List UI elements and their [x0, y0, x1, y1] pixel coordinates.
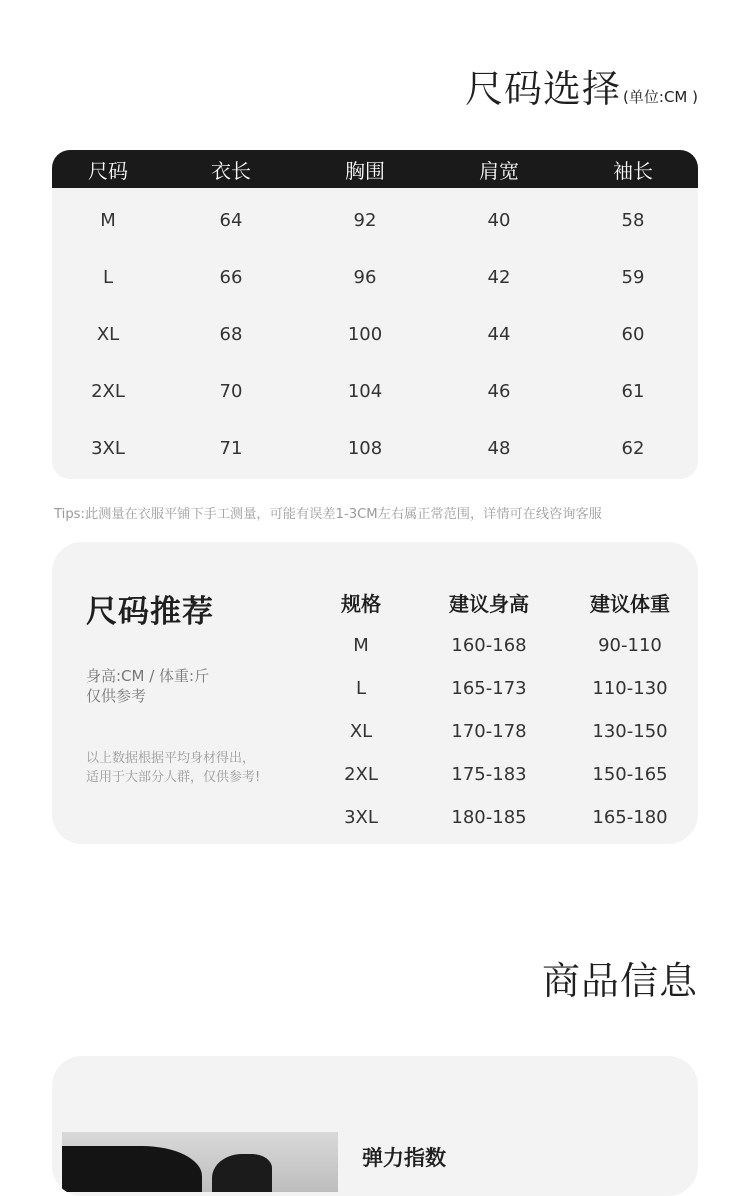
table-cell: 3XL — [91, 438, 125, 459]
size-table — [52, 150, 698, 479]
table-cell: 61 — [621, 381, 645, 402]
recommendation-unit-line: 仅供参考 — [86, 687, 147, 705]
header-cell: 建议身高 — [449, 591, 529, 616]
table-row — [52, 306, 698, 363]
table-cell: 96 — [353, 267, 377, 288]
table-row — [52, 192, 698, 249]
table-cell: 108 — [347, 438, 383, 459]
header-cell: 肩宽 — [479, 158, 519, 183]
table-row — [312, 753, 692, 796]
recommendation-unit — [86, 666, 209, 706]
table-cell: 44 — [487, 324, 511, 345]
table-cell: XL — [349, 721, 373, 742]
header-cell: 衣长 — [211, 158, 251, 183]
table-cell: L — [355, 678, 367, 699]
table-row — [52, 363, 698, 420]
measurement-tips: Tips:此测量在衣服平铺下手工测量，可能有误差1-3CM左右属正常范围，详情可在线咨询客服 — [54, 507, 602, 522]
table-cell: 90-110 — [598, 635, 662, 656]
table-cell: 68 — [219, 324, 243, 345]
table-cell: 130-150 — [592, 721, 668, 742]
recommendation-note-line: 适用于大部分人群，仅供参考! — [86, 770, 261, 785]
elasticity-index-label: 弹力指数 — [362, 1146, 446, 1170]
size-recommendation-panel — [52, 542, 698, 844]
table-cell: 165-180 — [592, 807, 668, 828]
table-row — [312, 796, 692, 839]
table-cell: 2XL — [344, 764, 378, 785]
table-cell: 180-185 — [451, 807, 527, 828]
table-cell: M — [100, 210, 116, 231]
table-cell: 58 — [621, 210, 645, 231]
table-cell: 92 — [353, 210, 377, 231]
table-cell: 100 — [347, 324, 383, 345]
table-cell: 175-183 — [451, 764, 527, 785]
table-cell: 170-178 — [451, 721, 527, 742]
table-row — [52, 420, 698, 477]
header-cell: 胸围 — [345, 158, 385, 183]
recommendation-unit-line: 身高:CM / 体重:斤 — [86, 667, 210, 685]
table-cell: 48 — [487, 438, 511, 459]
table-cell: 62 — [621, 438, 645, 459]
garment-shape — [212, 1154, 272, 1192]
table-cell: 59 — [621, 267, 645, 288]
table-cell: 64 — [219, 210, 243, 231]
table-cell: 42 — [487, 267, 511, 288]
table-cell: 3XL — [344, 807, 378, 828]
table-row — [52, 249, 698, 306]
recommendation-note-line: 以上数据根据平均身材得出， — [86, 751, 256, 766]
size-table-header — [52, 150, 698, 188]
table-row — [312, 667, 692, 710]
table-cell: 2XL — [91, 381, 125, 402]
table-cell: 71 — [219, 438, 243, 459]
table-cell: 110-130 — [592, 678, 668, 699]
table-cell: 66 — [219, 267, 243, 288]
table-row — [312, 624, 692, 667]
table-cell: 46 — [487, 381, 511, 402]
table-cell: 60 — [621, 324, 645, 345]
header-cell: 尺码 — [88, 158, 128, 183]
header-cell: 建议体重 — [590, 591, 670, 616]
table-cell: L — [102, 267, 114, 288]
header-cell: 规格 — [341, 591, 381, 616]
product-photo — [62, 1132, 338, 1192]
size-table-body — [52, 188, 698, 477]
table-cell: 165-173 — [451, 678, 527, 699]
size-chart-unit: (单位:CM ) — [623, 88, 698, 106]
recommendation-table — [312, 580, 692, 839]
table-cell: M — [353, 635, 369, 656]
table-cell: 40 — [487, 210, 511, 231]
table-cell: 160-168 — [451, 635, 527, 656]
recommendation-title: 尺码推荐 — [86, 594, 214, 630]
table-row — [312, 710, 692, 753]
product-info-title: 商品信息 — [541, 959, 698, 1003]
garment-shape — [62, 1146, 202, 1192]
size-chart-title — [465, 58, 698, 113]
product-info-panel — [52, 1056, 698, 1196]
recommendation-note — [86, 749, 260, 787]
header-cell: 袖长 — [613, 158, 653, 183]
size-chart-title-text: 尺码选择 — [465, 67, 622, 111]
table-cell: 104 — [347, 381, 383, 402]
table-cell: 70 — [219, 381, 243, 402]
recommendation-header — [312, 580, 692, 624]
table-cell: 150-165 — [592, 764, 668, 785]
table-cell: XL — [96, 324, 120, 345]
